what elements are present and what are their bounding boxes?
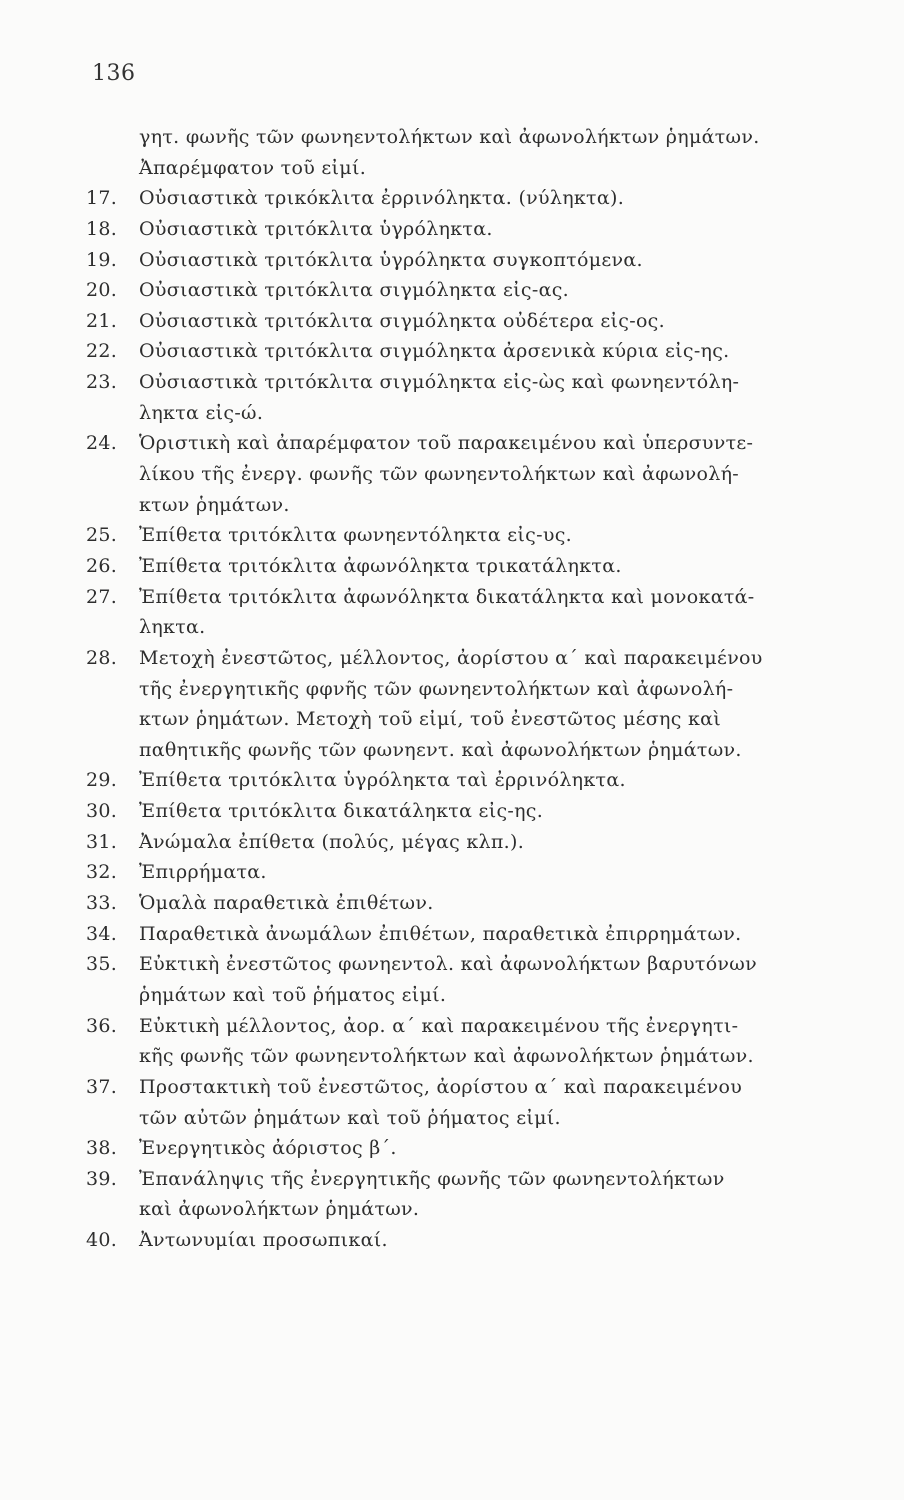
toc-line <box>86 980 846 1011</box>
item-text: καὶ ἀφωνολήκτων ῥημάτων. <box>139 1198 420 1221</box>
table-of-contents <box>86 122 846 1256</box>
item-number: 17. <box>86 187 118 210</box>
toc-line <box>86 1072 846 1103</box>
toc-line <box>86 122 846 153</box>
toc-line <box>86 1194 846 1225</box>
toc-line <box>86 1225 846 1256</box>
toc-line <box>86 582 846 613</box>
item-number: 36. <box>86 1014 118 1037</box>
item-number: 28. <box>86 646 118 669</box>
item-text: Ἐπανάληψις τῆς ἐνεργητικῆς φωνῆς τῶν φωνηεντολήκτων <box>139 1167 725 1190</box>
toc-line <box>86 1133 846 1164</box>
toc-line <box>86 183 846 214</box>
item-number: 26. <box>86 554 118 577</box>
item-text: Οὐσιαστικὰ τριτόκλιτα σιγμόληκτα ἀρσενικὰ κύρια εἰς-ης. <box>139 340 730 363</box>
item-number: 32. <box>86 861 118 884</box>
toc-line <box>86 612 846 643</box>
toc-line <box>86 704 846 735</box>
item-text: τῶν αὐτῶν ῥημάτων καὶ τοῦ ῥήματος εἰμί. <box>139 1106 561 1129</box>
item-text: Οὐσιαστικὰ τρικόκλιτα ἐρρινόληκτα. (νύληκτα). <box>139 187 625 210</box>
toc-line <box>86 214 846 245</box>
toc-line <box>86 674 846 705</box>
toc-line <box>86 367 846 398</box>
item-text: Ἀντωνυμίαι προσωπικαί. <box>139 1229 388 1252</box>
item-text: Οὐσιαστικὰ τριτόκλιτα σιγμόληκτα εἰς-ὼς καὶ φωνηεντόλη- <box>139 371 740 394</box>
toc-line <box>86 245 846 276</box>
item-number: 31. <box>86 830 118 853</box>
item-number: 37. <box>86 1075 118 1098</box>
item-text: ληκτα. <box>139 616 206 639</box>
toc-line <box>86 888 846 919</box>
item-text: Οὐσιαστικὰ τριτόκλιτα σιγμόληκτα οὐδέτερα εἰς-ος. <box>139 309 665 332</box>
item-text: λίκου τῆς ἐνεργ. φωνῆς τῶν φωνηεντολήκτων καὶ ἀφωνολή- <box>139 463 739 486</box>
item-number: 18. <box>86 217 118 240</box>
item-text: Ἐπίθετα τριτόκλιτα ὑγρόληκτα ταὶ ἐρρινόληκτα. <box>139 769 626 792</box>
item-number: 22. <box>86 340 118 363</box>
toc-line <box>86 857 846 888</box>
toc-line <box>86 1041 846 1072</box>
item-number: 29. <box>86 769 118 792</box>
toc-line <box>86 1164 846 1195</box>
toc-line <box>86 949 846 980</box>
item-text: Ἐπίθετα τριτόκλιτα ἀφωνόληκτα τρικατάληκτα. <box>139 554 622 577</box>
toc-line <box>86 643 846 674</box>
item-number: 30. <box>86 800 118 823</box>
item-text: Ἀπαρέμφατον τοῦ εἰμί. <box>139 156 367 179</box>
page-number: 136 <box>92 61 136 86</box>
item-number: 35. <box>86 953 118 976</box>
toc-line <box>86 336 846 367</box>
item-text: ληκτα εἰς-ώ. <box>139 401 264 424</box>
item-number: 19. <box>86 248 118 271</box>
item-text: Εὐκτικὴ ἐνεστῶτος φωνηεντολ. καὶ ἀφωνολήκτων βαρυτόνων <box>139 953 757 976</box>
toc-line <box>86 275 846 306</box>
item-number: 27. <box>86 585 118 608</box>
toc-line <box>86 490 846 521</box>
toc-line <box>86 306 846 337</box>
toc-line <box>86 919 846 950</box>
item-number: 38. <box>86 1137 118 1160</box>
item-text: Μετοχὴ ἐνεστῶτος, μέλλοντος, ἀορίστου α΄ καὶ παρακειμένου <box>139 646 763 669</box>
toc-line <box>86 1011 846 1042</box>
item-text: τῆς ἐνεργητικῆς φφνῆς τῶν φωνηεντολήκτων καὶ ἀφωνολή- <box>139 677 734 700</box>
item-number: 20. <box>86 279 118 302</box>
toc-line <box>86 459 846 490</box>
toc-line <box>86 827 846 858</box>
item-text: κτων ῥημάτων. <box>139 493 290 516</box>
item-text: ῥημάτων καὶ τοῦ ῥήματος εἰμί. <box>139 983 447 1006</box>
item-text: Ἐπίθετα τριτόκλιτα φωνηεντόληκτα εἰς-υς. <box>139 524 572 547</box>
toc-line <box>86 1103 846 1134</box>
item-text: Οὐσιαστικὰ τριτόκλιτα ὑγρόληκτα. <box>139 217 493 240</box>
item-text: Ἐνεργητικὸς ἀόριστος β΄. <box>139 1137 397 1160</box>
item-text: Ὁμαλὰ παραθετικὰ ἐπιθέτων. <box>139 892 434 915</box>
toc-line <box>86 153 846 184</box>
item-text: Οὐσιαστικὰ τριτόκλιτα σιγμόληκτα εἰς-ας. <box>139 279 569 302</box>
toc-line <box>86 765 846 796</box>
toc-line <box>86 398 846 429</box>
toc-line <box>86 428 846 459</box>
item-number: 23. <box>86 371 118 394</box>
item-text: Εὐκτικὴ μέλλοντος, ἀορ. α΄ καὶ παρακειμένου τῆς ἐνεργητι- <box>139 1014 739 1037</box>
item-text: Ἐπιρρήματα. <box>139 861 267 884</box>
item-text: γητ. φωνῆς τῶν φωνηεντολήκτων καὶ ἀφωνολήκτων ῥημάτων. <box>139 126 760 148</box>
item-text: Οὐσιαστικὰ τριτόκλιτα ὑγρόληκτα συγκοπτόμενα. <box>139 248 643 271</box>
item-text: Ὁριστικὴ καὶ ἀπαρέμφατον τοῦ παρακειμένου καὶ ὑπερσυντε- <box>139 432 754 455</box>
item-number: 39. <box>86 1167 118 1190</box>
toc-line <box>86 520 846 551</box>
item-number: 24. <box>86 432 118 455</box>
item-text: Ἀνώμαλα ἐπίθετα (πολύς, μέγας κλπ.). <box>139 830 525 853</box>
item-number: 33. <box>86 892 118 915</box>
toc-line <box>86 735 846 766</box>
item-text: κτων ῥημάτων. Μετοχὴ τοῦ εἰμί, τοῦ ἐνεστῶτος μέσης καὶ <box>139 708 722 731</box>
item-number: 34. <box>86 922 118 945</box>
item-text: παθητικῆς φωνῆς τῶν φωνηεντ. καὶ ἀφωνολήκτων ῥημάτων. <box>139 738 742 761</box>
item-number: 21. <box>86 309 118 332</box>
item-text: Ἐπίθετα τριτόκλιτα ἀφωνόληκτα δικατάληκτα καὶ μονοκατά- <box>139 585 755 608</box>
item-text: Παραθετικὰ ἀνωμάλων ἐπιθέτων, παραθετικὰ ἐπιρρημάτων. <box>139 922 742 945</box>
item-text: κῆς φωνῆς τῶν φωνηεντολήκτων καὶ ἀφωνολήκτων ῥημάτων. <box>139 1045 754 1068</box>
toc-line <box>86 796 846 827</box>
item-number: 40. <box>86 1229 118 1252</box>
toc-line <box>86 551 846 582</box>
item-text: Προστακτικὴ τοῦ ἐνεστῶτος, ἀορίστου α΄ καὶ παρακειμένου <box>139 1075 743 1098</box>
item-number: 25. <box>86 524 118 547</box>
item-text: Ἐπίθετα τριτόκλιτα δικατάληκτα εἰς-ης. <box>139 800 544 823</box>
